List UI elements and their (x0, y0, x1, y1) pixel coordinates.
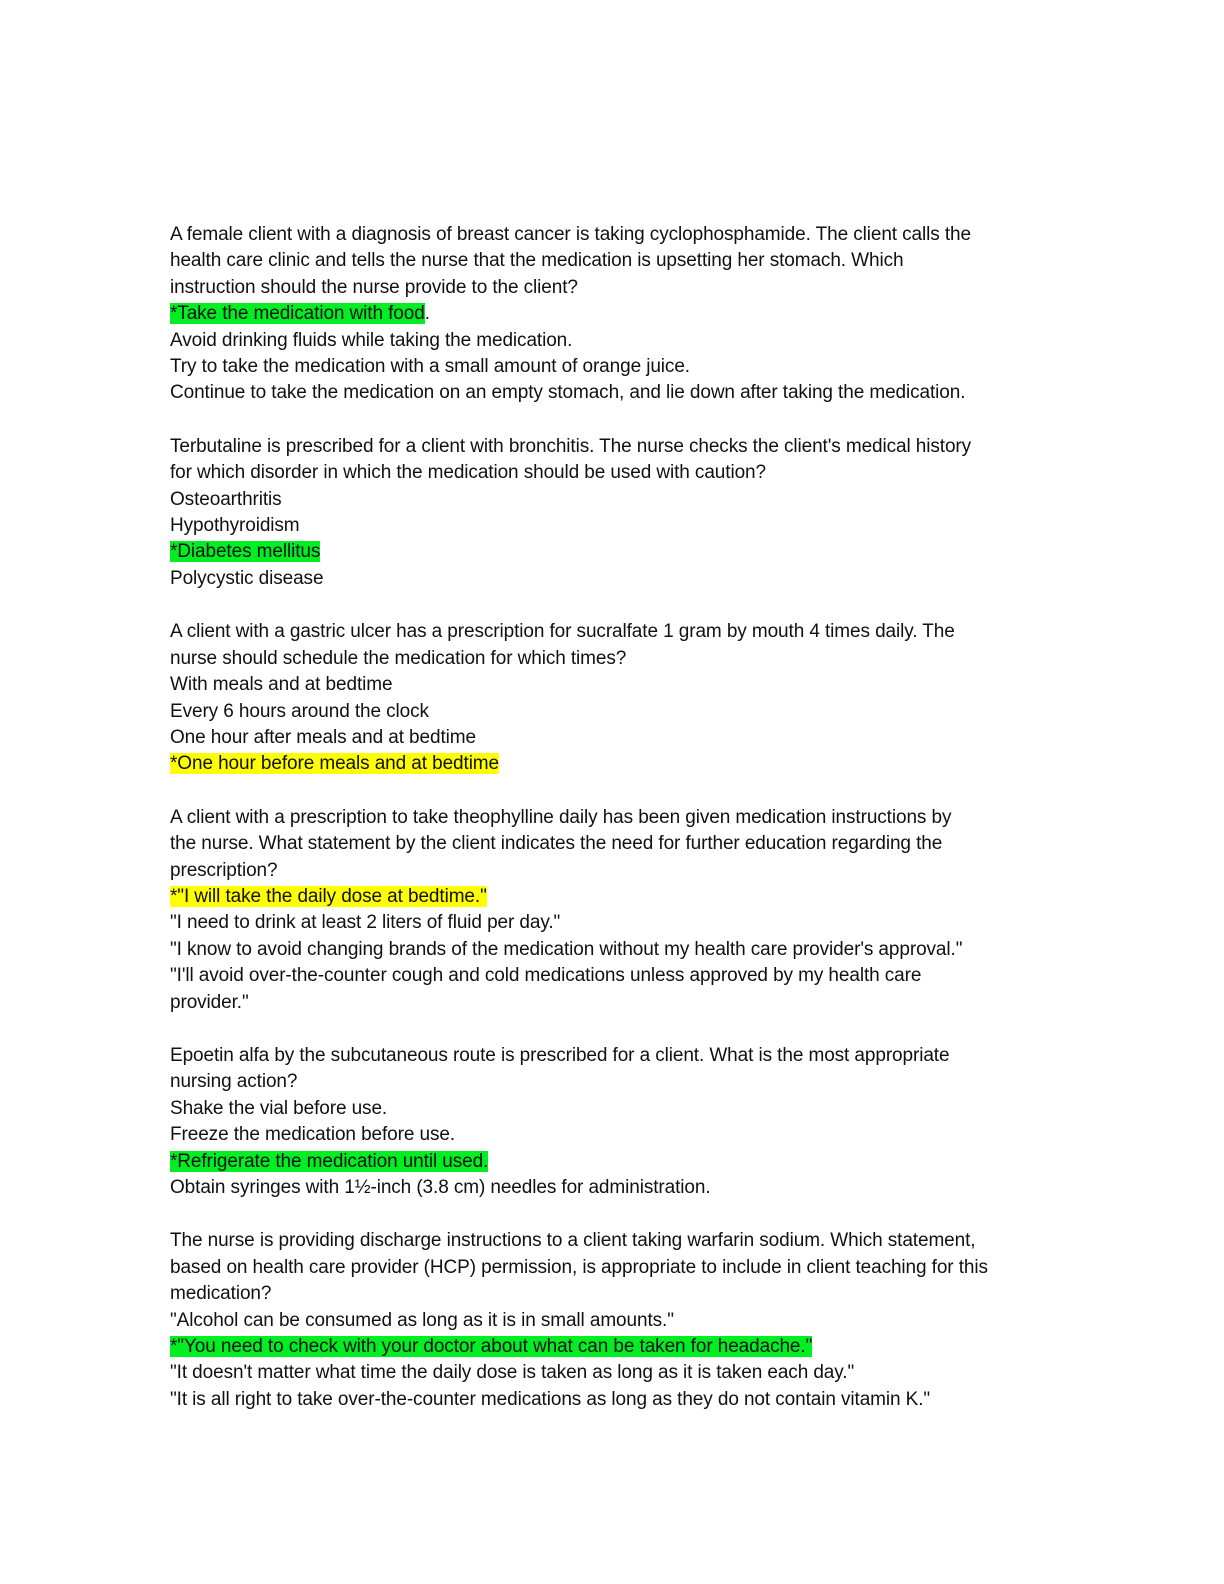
answer-option: Obtain syringes with 1½-inch (3.8 cm) needles for administration. (170, 1177, 711, 1198)
answer-option: "I know to avoid changing brands of the medication without my health care provider's approval." (170, 938, 963, 960)
question-stem-line: for which disorder in which the medication should be used with caution? (170, 462, 766, 484)
answer-option: Hypothyroidism (170, 515, 300, 537)
answer-option-continued: provider." (170, 991, 249, 1013)
answer-option: Avoid drinking fluids while taking the medication. (170, 329, 573, 351)
document-page (170, 222, 1050, 1440)
answer-option: "I need to drink at least 2 liters of fluid per day." (170, 912, 561, 934)
highlighted-answer: *One hour before meals and at bedtime (170, 753, 500, 775)
answer-option: Try to take the medication with a small amount of orange juice. (170, 356, 690, 378)
answer-option: "It is all right to take over-the-counter medications as long as they do not contain vitamin K." (170, 1388, 931, 1410)
answer-option: Shake the vial before use. (170, 1097, 388, 1119)
highlighted-answer: *"You need to check with your doctor about what can be taken for headache." (170, 1336, 813, 1358)
question-stem-line: instruction should the nurse provide to the client? (170, 276, 578, 298)
highlighted-answer: *"I will take the daily dose at bedtime." (170, 885, 487, 907)
question-stem-line: The nurse is providing discharge instructions to a client taking warfarin sodium. Which statement, (170, 1230, 976, 1252)
answer-option: With meals and at bedtime (170, 674, 393, 696)
answer-option: "It doesn't matter what time the daily dose is taken as long as it is taken each day." (170, 1362, 855, 1384)
question-block (170, 434, 1050, 592)
answer-option-correct (170, 1334, 1050, 1360)
highlighted-answer: *Diabetes mellitus (170, 541, 321, 563)
answer-option-correct (170, 884, 1050, 910)
answer-option-correct (170, 301, 1050, 327)
answer-option: Osteoarthritis (170, 488, 282, 510)
highlighted-answer: *Refrigerate the medication until used. (170, 1150, 489, 1172)
answer-option-correct (170, 751, 1050, 777)
question-stem-line: Epoetin alfa by the subcutaneous route is prescribed for a client. What is the most appropriate (170, 1044, 950, 1066)
question-stem-line: prescription? (170, 859, 278, 881)
answer-option: "I'll avoid over-the-counter cough and cold medications unless approved by my health care (170, 965, 922, 987)
answer-option-correct (170, 1149, 1050, 1175)
question-stem-line: A female client with a diagnosis of breast cancer is taking cyclophosphamide. The client calls the (170, 224, 971, 245)
answer-option: Every 6 hours around the clock (170, 700, 429, 722)
question-stem-line: based on health care provider (HCP) permission, is appropriate to include in client teaching for this (170, 1256, 988, 1278)
answer-option: Freeze the medication before use. (170, 1124, 456, 1146)
answer-option-correct (170, 539, 1050, 565)
question-stem-line: Terbutaline is prescribed for a client with bronchitis. The nurse checks the client's medical history (170, 435, 972, 457)
question-stem-line: health care clinic and tells the nurse that the medication is upsetting her stomach. Which (170, 250, 904, 272)
question-stem-line: nursing action? (170, 1071, 298, 1093)
answer-option: "Alcohol can be consumed as long as it is in small amounts." (170, 1309, 674, 1331)
question-stem-line: nurse should schedule the medication for which times? (170, 647, 627, 669)
question-block (170, 805, 1050, 1016)
answer-option: Polycystic disease (170, 567, 324, 589)
question-block (170, 222, 1050, 407)
answer-option: One hour after meals and at bedtime (170, 726, 476, 748)
question-stem-line: A client with a gastric ulcer has a prescription for sucralfate 1 gram by mouth 4 times daily. The (170, 621, 955, 643)
answer-option: Continue to take the medication on an empty stomach, and lie down after taking the medication. (170, 382, 966, 404)
answer-suffix: . (424, 303, 430, 325)
question-stem-line: A client with a prescription to take theophylline daily has been given medication instructions by (170, 806, 952, 828)
highlighted-answer: *Take the medication with food (170, 303, 425, 325)
question-stem-line: the nurse. What statement by the client indicates the need for further education regarding the (170, 833, 943, 855)
question-block (170, 619, 1050, 777)
question-block (170, 1228, 1050, 1413)
question-block (170, 1043, 1050, 1201)
question-stem-line: medication? (170, 1283, 272, 1305)
